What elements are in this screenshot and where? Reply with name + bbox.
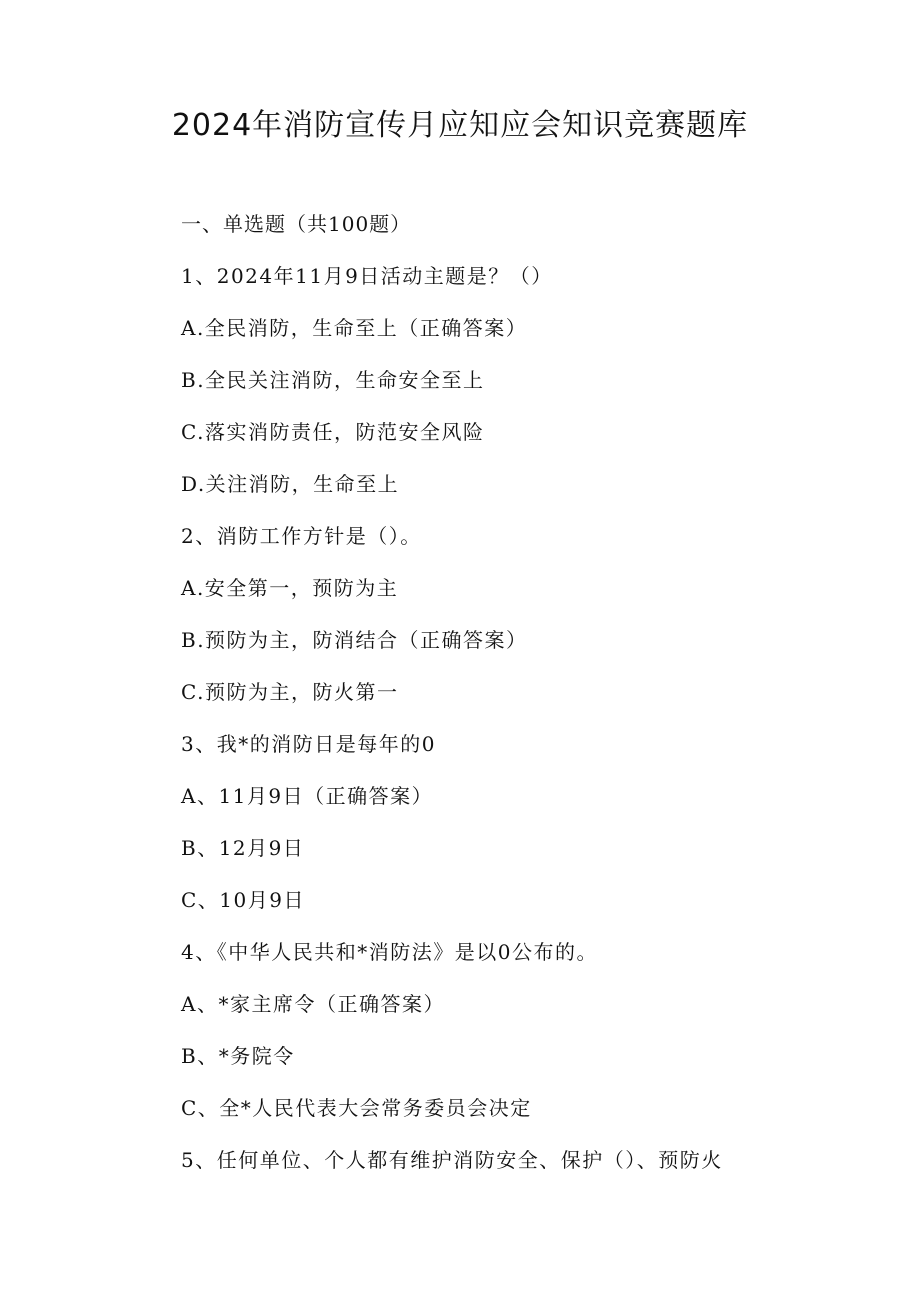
- q1-option-b: B.全民关注消防，生命安全至上: [181, 368, 485, 392]
- q1-option-d: D.关注消防，生命至上: [181, 472, 400, 496]
- question-2: 2、消防工作方针是（）。: [181, 524, 422, 548]
- q4-option-b: B、*务院令: [181, 1044, 295, 1068]
- document-title: 2024年消防宣传月应知应会知识竞赛题库: [171, 108, 749, 143]
- question-3: 3、我*的消防日是每年的0: [181, 732, 436, 756]
- q2-option-c: C.预防为主，防火第一: [181, 680, 399, 704]
- question-5: 5、任何单位、个人都有维护消防安全、保护（）、预防火: [181, 1148, 723, 1172]
- q3-option-c: C、10月9日: [181, 888, 305, 912]
- q4-option-c: C、全*人民代表大会常务委员会决定: [181, 1096, 532, 1120]
- question-list: [181, 204, 881, 1192]
- q1-option-a: A.全民消防，生命至上（正确答案）: [181, 316, 528, 340]
- q3-option-b: B、12月9日: [181, 836, 305, 860]
- q1-option-c: C.落实消防责任，防范安全风险: [181, 420, 485, 444]
- q4-option-a: A、*家主席令（正确答案）: [181, 992, 445, 1016]
- q2-option-b: B.预防为主，防消结合（正确答案）: [181, 628, 528, 652]
- q2-option-a: A.安全第一，预防为主: [181, 576, 399, 600]
- question-4: 4、《中华人民共和*消防法》是以0公布的。: [181, 940, 598, 964]
- question-1: 1、2024年11月9日活动主题是？（）: [181, 264, 553, 288]
- section-heading: 一、单选题（共100题）: [181, 212, 412, 236]
- q3-option-a: A、11月9日（正确答案）: [181, 784, 434, 808]
